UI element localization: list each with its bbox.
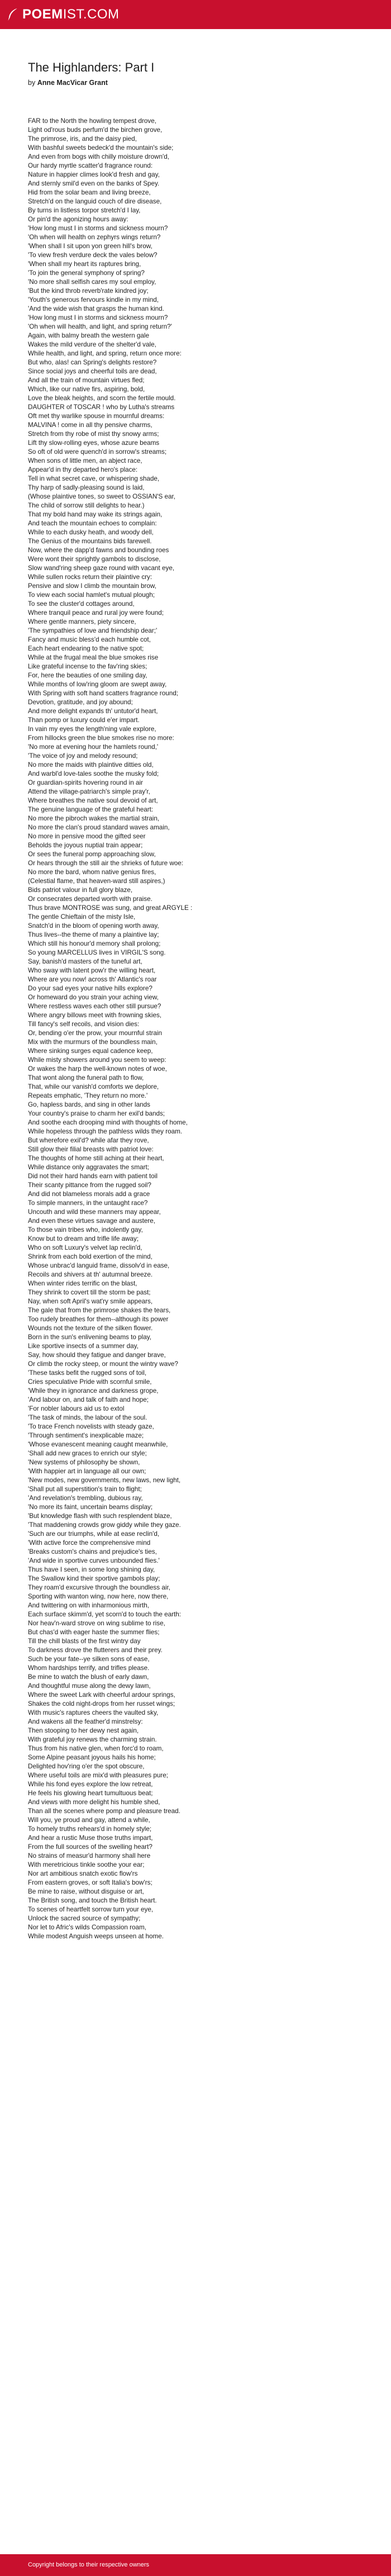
- quill-pen-icon: [7, 8, 18, 21]
- site-header: [0, 0, 391, 29]
- author-link[interactable]: Anne MacVicar Grant: [37, 79, 108, 87]
- poem-line: To view each social hamlet's mutual plough;: [28, 591, 155, 599]
- poem-line: Love the bleak heights, and scorn the fertile mould.: [28, 395, 176, 402]
- poem-line: (Celestial flame, that heaven-ward still aspires,): [28, 877, 165, 885]
- poem-line: Light od'rous buds perfum'd the birchen grove,: [28, 126, 163, 134]
- poem-line: While sullen rocks return their plaintive cry:: [28, 573, 152, 581]
- poem-line: And even from bogs with chilly moisture drown'd,: [28, 153, 169, 160]
- poem-line: And all the train of mountain virtues fled;: [28, 377, 145, 384]
- poem-line: Or sees the funeral pomp approaching slow,: [28, 851, 156, 858]
- poem-line: And even these virtues savage and austere,: [28, 1217, 156, 1225]
- poem-line: Did not their hard hands earn with patient toil: [28, 1173, 158, 1180]
- poem-line: Hid from the solar beam and living breeze,: [28, 189, 151, 196]
- poem-line: When sons of little men, an abject race,: [28, 457, 142, 464]
- poem-line: Go, hapless bards, and sing in other lands: [28, 1101, 150, 1108]
- poem-line: But chas'd with eager haste the summer flies;: [28, 1629, 160, 1636]
- poem-line: But who, alas! can Spring's delights restore?: [28, 359, 157, 366]
- poem-line: 'To trace French novelists with steady gaze,: [28, 1423, 154, 1430]
- poem-line: And twittering on with inharmonious mirth,: [28, 1602, 149, 1609]
- poem-line: (Whose plaintive tones, so sweet to OSSIAN'S ear,: [28, 493, 176, 500]
- by-label: by: [28, 79, 36, 87]
- poem-line: 'Oh when will health on zephyrs wings return?: [28, 234, 161, 241]
- poem-line: So oft of old were quench'd in sorrow's streams;: [28, 448, 167, 456]
- poem-line: 'When shall my heart its raptures bring,: [28, 260, 141, 268]
- poem-line: Say, banish'd masters of the tuneful art,: [28, 958, 142, 965]
- poem-line: Attend the village-patriarch's simple pray'r,: [28, 788, 150, 795]
- poem-line: 'And revelation's trembling, dubious ray,: [28, 1495, 143, 1502]
- poem-line: Where sinking surges equal cadence keep,: [28, 1047, 153, 1055]
- poem-line: To simple manners, in the untaught race?: [28, 1199, 148, 1207]
- poem-line: Nay, when soft April's wat'ry smile appears,: [28, 1298, 153, 1305]
- poem-line: The primrose, iris, and the daisy pied,: [28, 135, 137, 143]
- poem-line: Stretch'd on the languid couch of dire disease,: [28, 198, 162, 205]
- poem-line: 'No more its faint, uncertain beams display;: [28, 1503, 153, 1511]
- poem-line: And did not blameless morals add a grace: [28, 1190, 150, 1198]
- poem-line: 'With active force the comprehensive mind: [28, 1539, 151, 1546]
- poem-line: Wounds not the texture of the silken flower.: [28, 1325, 153, 1332]
- poem-line: 'But knowledge flash with such resplendent blaze,: [28, 1512, 172, 1520]
- poem-line: 'How long must I in storms and sickness mourn?: [28, 314, 168, 321]
- poem-line: Lift thy slow-rolling eyes, whose azure beams: [28, 439, 160, 447]
- poem-line: Thus from his native glen, when forc'd to roam,: [28, 1745, 164, 1752]
- poem-line: No more in pensive mood the gifted seer: [28, 833, 146, 840]
- logo-text-bold: POEM: [22, 7, 63, 22]
- poem-line: Where tranquil peace and rural joy were found;: [28, 609, 164, 616]
- poem-line: Bids patriot valour in full glory blaze,: [28, 886, 133, 894]
- poem-line: Like sportive insects of a summer day,: [28, 1342, 139, 1350]
- poem-line: Stretch from thy robe of mist thy snowy arms;: [28, 430, 159, 438]
- poem-line: The British song, and touch the British heart.: [28, 1897, 157, 1904]
- poem-line: To see the cluster'd cottages around,: [28, 600, 135, 608]
- poem-line: Where are you now! across th' Atlantic's roar: [28, 976, 157, 983]
- poem-line: 'New modes, new governments, new laws, new light,: [28, 1477, 181, 1484]
- poem-line: While months of low'ring gloom are swept away,: [28, 681, 167, 688]
- poem-line: Sporting with wanton wing, now here, now there,: [28, 1593, 169, 1600]
- poem-line: Where the sweet Lark with cheerful ardour springs,: [28, 1691, 175, 1699]
- poem-line: Or guardian-spirits hovering round in air: [28, 779, 143, 786]
- poem-line: 'Oh when will health, and light, and spring return?': [28, 323, 172, 330]
- poem-content: [28, 60, 374, 1941]
- poem-line: Repeats emphatic, 'They return no more.': [28, 1092, 148, 1099]
- poem-line: Where restless waves each other still pursue?: [28, 1003, 161, 1010]
- poem-line: Tell in what secret cave, or whispering shade,: [28, 475, 160, 482]
- poem-line: He feels his glowing heart tumultuous beat;: [28, 1790, 153, 1797]
- poem-line: Again, with balmy breath the western gale: [28, 332, 149, 339]
- logo-text-light: IST.COM: [63, 7, 120, 22]
- poem-line: Say, how should they fatigue and danger brave,: [28, 1351, 166, 1359]
- poem-line: Or consecrates departed worth with praise.: [28, 895, 152, 903]
- poem-line: The Genius of the mountains bids farewell.: [28, 538, 152, 545]
- poem-line: Shakes the cold night-drops from her russet wings;: [28, 1700, 175, 1707]
- poem-line: To darkness drove the flutterers and their prey.: [28, 1647, 163, 1654]
- byline: [28, 78, 374, 87]
- poem-line: 'No more at evening hour the hamlets round,': [28, 743, 159, 751]
- poem-line: Such be your fate--ye silken sons of ease,: [28, 1655, 150, 1663]
- poem-line: 'For nobler labours aid us to extol: [28, 1405, 125, 1412]
- poem-line: Be mine to watch the blush of early dawn,: [28, 1673, 149, 1681]
- poem-line: While to each dusky heath, and woody dell,: [28, 529, 154, 536]
- poem-line: Slow wand'ring sheep gaze round with vacant eye,: [28, 564, 175, 572]
- poem-line: 'And the wide wish that grasps the human kind.: [28, 305, 164, 312]
- poem-line: Cries speculative Pride with scornful smile,: [28, 1378, 152, 1386]
- copyright-notice: Copyright belongs to their respective owners: [28, 2561, 150, 2568]
- poem-line: To homely truths rehears'd in homely style;: [28, 1825, 152, 1833]
- poem-line: Nor let to Afric's wilds Compassion roam,: [28, 1924, 147, 1931]
- poem-line: Where breathes the native soul devoid of art,: [28, 797, 158, 804]
- site-footer: [0, 2554, 391, 2576]
- poem-line: No more the maids with plaintive ditties old,: [28, 761, 154, 768]
- poem-line: 'But the kind throb reverb'rate kindred joy;: [28, 287, 149, 295]
- poem-line: Or pin'd the agonizing hours away:: [28, 216, 128, 223]
- poem-line: MALVINA ! come in all thy pensive charms,: [28, 421, 152, 429]
- poem-line: With Spring with soft hand scatters fragrance round;: [28, 690, 178, 697]
- poem-line: 'Breaks custom's chains and prejudice's ties,: [28, 1548, 157, 1555]
- poem-line: Delighted hov'ring o'er the spot obscure,: [28, 1763, 145, 1770]
- poem-line: Devotion, gratitude, and joy abound;: [28, 699, 133, 706]
- poem-line: That wont along the funeral path to flow,: [28, 1074, 144, 1081]
- poem-line: While at the frugal meal the blue smokes rise: [28, 654, 159, 661]
- poem-line: From hillocks green the blue smokes rise no more:: [28, 734, 174, 742]
- poem-line: Now, where the dapp'd fawns and bounding roes: [28, 547, 169, 554]
- poem-line: Our hardy myrtle scatter'd fragrance round:: [28, 162, 153, 169]
- poem-line: Which, like our native firs, aspiring, bold,: [28, 386, 145, 393]
- poem-line: No strains of measur'd harmony shall here: [28, 1852, 151, 1859]
- poem-line: Who on soft Luxury's velvet lap reclin'd,: [28, 1244, 142, 1251]
- poem-line: Born in the sun's enlivening beams to play,: [28, 1334, 151, 1341]
- poem-line: DAUGHTER of TOSCAR ! who by Lutha's streams: [28, 404, 175, 411]
- poem-line: Fancy and music bless'd each humble cot,: [28, 636, 151, 643]
- poem-line: 'The task of minds, the labour of the soul.: [28, 1414, 147, 1421]
- poem-line: While his fond eyes explore the low retreat,: [28, 1781, 153, 1788]
- poem-line: And teach the mountain echoes to complain:: [28, 520, 157, 527]
- poem-line: And warbl'd love-tales soothe the musky fold;: [28, 770, 159, 777]
- poem-line: While hopeless through the pathless wilds they roam.: [28, 1128, 183, 1135]
- poem-line: Like grateful incense to the fav'ring skies;: [28, 663, 147, 670]
- poem-line: Whom hardships terrify, and trifles please.: [28, 1664, 150, 1672]
- poem-line: 'That maddening crowds grow giddy while they gaze.: [28, 1521, 181, 1529]
- poem-line: While health, and light, and spring, return once more:: [28, 350, 182, 357]
- poem-line: 'New systems of philosophy be shown,: [28, 1459, 140, 1466]
- poem-line: Shrink from each bold exertion of the mind,: [28, 1253, 152, 1260]
- poem-line: Be mine to raise, without disguise or art,: [28, 1888, 144, 1895]
- poem-line: 'And wide in sportive curves unbounded flies.': [28, 1557, 160, 1564]
- poem-line: Each heart endearing to the native spot;: [28, 645, 144, 652]
- poem-line: Or hears through the still air the shrieks of future woe:: [28, 860, 184, 867]
- poem-line: Beholds the joyous nuptial train appear;: [28, 842, 143, 849]
- poem-line: With meretricious tinkle soothe your ear;: [28, 1861, 145, 1868]
- poem-line: With grateful joy renews the charming strain.: [28, 1736, 157, 1743]
- poem-line: The genuine language of the grateful heart:: [28, 806, 154, 813]
- poem-line: By turns in listless torpor stretch'd I lay,: [28, 207, 141, 214]
- poem-line: While misty showers around you seem to weep:: [28, 1056, 166, 1064]
- poem-line: No more the clan's proud standard waves amain,: [28, 824, 170, 831]
- poem-line: 'Through sentiment's inexplicable maze;: [28, 1432, 144, 1439]
- poem-line: No more the pibroch wakes the martial strain,: [28, 815, 160, 822]
- poem-body: [28, 117, 374, 1941]
- poem-line: 'How long must I in storms and sickness mourn?: [28, 225, 168, 232]
- poem-line: Mix with the murmurs of the boundless main,: [28, 1038, 158, 1046]
- poem-line: The gale that from the primrose shakes the tears,: [28, 1307, 171, 1314]
- poem-line: That, while our vanish'd comforts we deplore,: [28, 1083, 159, 1090]
- poem-line: Were wont their sprightly gambols to disclose,: [28, 556, 161, 563]
- poem-line: Do your sad eyes your native hills explore?: [28, 985, 152, 992]
- poem-line: 'And labour on, and talk of faith and hope;: [28, 1396, 149, 1403]
- poem-line: 'These tasks befit the rugged sons of toil,: [28, 1369, 147, 1377]
- poem-line: To scenes of heartfelt sorrow turn your eye,: [28, 1906, 154, 1913]
- poem-line: Since social joys and cheerful toils are dead,: [28, 368, 157, 375]
- poem-line: Thus have I seen, in some long shining day,: [28, 1566, 155, 1573]
- poem-title: The Highlanders: Part I: [28, 60, 155, 74]
- poem-line: And sternly smil'd even on the banks of Spey.: [28, 180, 160, 187]
- poem-line: Your country's praise to charm her exil'd bands;: [28, 1110, 165, 1117]
- poem-line: To those vain tribes who, indolently gay,: [28, 1226, 143, 1234]
- poem-line: Snatch'd in the bloom of opening worth away,: [28, 922, 159, 929]
- poem-line: From the full sources of the swelling heart?: [28, 1843, 152, 1851]
- poem-line: 'Youth's generous fervours kindle in my mind,: [28, 296, 159, 303]
- poem-line: From eastern groves, or soft Italia's bow'rs;: [28, 1879, 152, 1886]
- poem-line: Which still his honour'd memory shall prolong;: [28, 940, 161, 947]
- poem-line: While distance only aggravates the smart;: [28, 1164, 149, 1171]
- poem-line: They shrink to covert till the storm be past;: [28, 1289, 151, 1296]
- poem-line: And thoughtful muse along the dewy lawn,: [28, 1682, 151, 1690]
- poem-line: Than pomp or luxury could e'er impart.: [28, 717, 140, 724]
- poem-line: Than all the scenes where pomp and pleasure tread.: [28, 1808, 180, 1815]
- poem-line: For, here the beauties of one smiling day,: [28, 672, 147, 679]
- poem-line: Or homeward do you strain your aching view,: [28, 994, 159, 1001]
- poem-line: Whose unbrac'd languid frame, dissolv'd in ease,: [28, 1262, 170, 1269]
- poem-line: 'When shall I sit upon yon green hill's brow,: [28, 243, 152, 250]
- poem-line: Uncouth and wild these manners may appear,: [28, 1208, 161, 1216]
- poem-line: Thus brave MONTROSE was sung, and great ARGYLE :: [28, 904, 193, 912]
- poem-line: That my bold hand may wake its strings again,: [28, 511, 163, 518]
- poem-line: Thy harp of sadly-pleasing sound is laid,: [28, 484, 145, 491]
- poem-line: Too rudely breathes for them--although its power: [28, 1316, 169, 1323]
- poem-line: Till the chill blasts of the first wintry day: [28, 1638, 141, 1645]
- poem-line: Nature in happier climes look'd fresh and gay,: [28, 171, 160, 178]
- poem-line: FAR to the North the howling tempest drove,: [28, 117, 156, 125]
- poem-line: Or climb the rocky steep, or mount the wintry wave?: [28, 1360, 178, 1368]
- poem-line: 'To join the general symphony of spring?: [28, 269, 145, 277]
- poem-line: The thoughts of home still aching at their heart,: [28, 1155, 164, 1162]
- poem-line: With bashful sweets bedeck'd the mountain's side;: [28, 144, 174, 151]
- poem-line: While modest Anguish weeps unseen at home.: [28, 1933, 164, 1940]
- poem-line: Each surface skimm'd, yet scorn'd to touch the earth:: [28, 1611, 182, 1618]
- poem-line: So young MARCELLUS lives in VIRGIL'S song.: [28, 949, 166, 956]
- site-logo-text: [22, 7, 120, 22]
- poem-line: And more delight expands th' untutor'd heart,: [28, 708, 158, 715]
- poem-line: 'To view fresh verdure deck the vales below?: [28, 252, 158, 259]
- poem-line: Oft met thy warlike spouse in mournful dreams:: [28, 412, 165, 420]
- poem-line: Pensive and slow I climb the mountain brow,: [28, 582, 156, 590]
- poem-line: Their scanty pittance from the rugged soil?: [28, 1182, 151, 1189]
- poem-line: Appear'd in thy departed hero's place:: [28, 466, 138, 473]
- poem-line: Some Alpine peasant joyous hails his home;: [28, 1754, 156, 1761]
- poem-line: Recoils and shivers at th' autumnal breeze.: [28, 1271, 153, 1278]
- poem-line: Still glow their filial breasts with patriot love:: [28, 1146, 154, 1153]
- poem-line: And soothe each drooping mind with thoughts of home,: [28, 1119, 188, 1126]
- site-logo-link[interactable]: [7, 7, 120, 22]
- poem-line: The Swallow kind their sportive gambols play;: [28, 1575, 160, 1582]
- poem-line: No more the bard, whom native genius fires,: [28, 869, 156, 876]
- poem-line: Where useful toils are mix'd with pleasures pure;: [28, 1772, 169, 1779]
- poem-line: 'The sympathies of love and friendship dear;': [28, 627, 158, 634]
- poem-line: Unlock the sacred source of sympathy;: [28, 1915, 141, 1922]
- poem-line: 'Shall add new graces to enrich our style;: [28, 1450, 147, 1457]
- poem-line: 'Shall put all superstition's train to flight;: [28, 1486, 142, 1493]
- poem-line: And wakens all the feather'd minstrelsy:: [28, 1718, 143, 1725]
- poem-line: But wherefore exil'd? while afar they rove,: [28, 1137, 149, 1144]
- poem-line: Will you, ye proud and gay, attend a while,: [28, 1816, 150, 1824]
- poem-line: Where angry billows meet with frowning skies,: [28, 1012, 162, 1019]
- poem-line: Nor heav'n-ward strove on wing sublime to rise,: [28, 1620, 165, 1627]
- poem-line: Know but to dream and trifle life away;: [28, 1235, 139, 1242]
- poem-line: 'Such are our triumphs, while at ease reclin'd,: [28, 1530, 160, 1538]
- poem-line: When winter rides terrific on the blast,: [28, 1280, 137, 1287]
- poem-line: Or wakes the harp the well-known notes of woe,: [28, 1065, 167, 1073]
- poem-line: Who sway with latent pow'r the willing heart,: [28, 967, 156, 974]
- poem-line: With music's raptures cheers the vaulted sky,: [28, 1709, 159, 1716]
- poem-line: Wakes the mild verdure of the shelter'd vale,: [28, 341, 156, 348]
- poem-line: 'While they in ignorance and darkness grope,: [28, 1387, 159, 1394]
- poem-line: Till fancy's self recoils, and vision dies:: [28, 1021, 140, 1028]
- poem-line: 'No more shall selfish cares my soul employ,: [28, 278, 156, 286]
- poem-line: Nor art ambitious snatch exotic flow'rs: [28, 1870, 138, 1877]
- poem-line: 'The voice of joy and melody resound;: [28, 752, 138, 760]
- poem-line: In vain my eyes the length'ning vale explore,: [28, 725, 156, 733]
- poem-line: They roam'd excursive through the boundless air,: [28, 1584, 170, 1591]
- poem-line: And hear a rustic Muse those truths impart,: [28, 1834, 153, 1842]
- poem-line: And views with more delight his humble shed,: [28, 1799, 160, 1806]
- poem-line: The child of sorrow still delights to hear.): [28, 502, 145, 509]
- poem-line: Where gentle manners, piety sincere,: [28, 618, 136, 625]
- poem-line: The gentle Chieftain of the misty Isle,: [28, 913, 136, 921]
- poem-line: Thus lives--the theme of many a plaintive lay;: [28, 931, 159, 938]
- poem-line: 'Whose evanescent meaning caught meanwhile,: [28, 1441, 168, 1448]
- poem-line: Or, bending o'er the prow, your mournful strain: [28, 1030, 163, 1037]
- poem-line: Then stooping to her dewy nest again,: [28, 1727, 139, 1734]
- poem-line: 'With happier art in language all our own;: [28, 1468, 146, 1475]
